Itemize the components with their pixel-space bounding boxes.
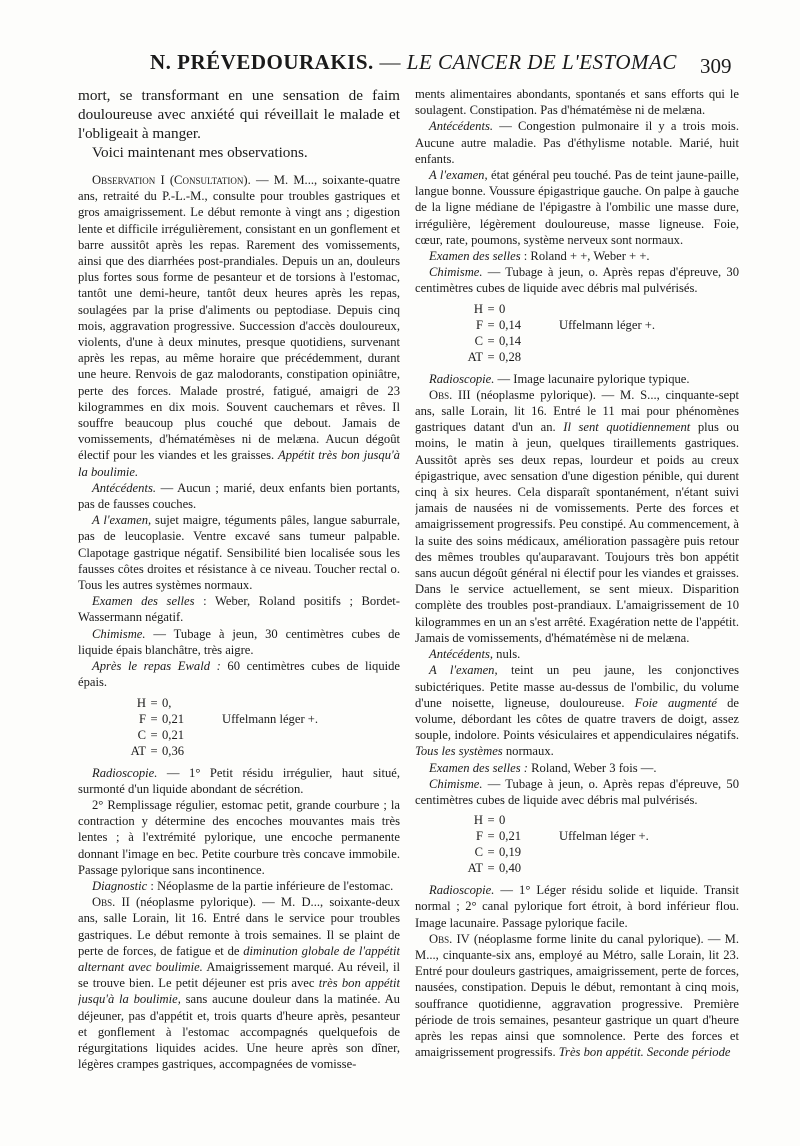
running-head	[150, 50, 677, 75]
obs3-selles: Examen des selles : Roland, Weber 3 fois —.	[429, 760, 657, 775]
observation-2: Obs. II (néoplasme pylorique). — M. D..., soixante-deux ans, salle Lorain, lit 16. Entré dans le service pour troubles gastriques. Le début remonte à trois semaines. Il se plaint de perte de forces, de fatigue et de diminution globale de l'appétit alternant avec boulimie. Amaigrissement marqué. Au réveil, il se trouve bien. Le petit déjeuner est pris avec très bon appétit jusqu'à la boulimie, sans aucune douleur dans la matinée. Au déjeuner, pas d'appétit et, trois quarts d'heure après, pesanteur et gonflement à l'estomac accompagnés quelquefois de régurgitations liquides acides. Une heure après son dîner, légères crampes gastriques, accompagnées de vomisse-	[78, 895, 400, 1072]
obs4-label: Obs. IV	[429, 931, 470, 946]
table-row: AT = 0,28	[467, 349, 522, 364]
obs1-label: Observation I (Consultation).	[92, 173, 251, 187]
obs1-antecedents	[78, 480, 400, 512]
running-header	[0, 46, 800, 82]
obs2-radioscopie: Radioscopie. — Image lacunaire pylorique typique.	[429, 371, 690, 386]
table-row: H = 0,	[136, 695, 172, 710]
obs2-selles: Examen des selles : Roland + +, Weber + +.	[429, 249, 650, 264]
antecedents-label: Antécédents.	[92, 480, 156, 495]
table-row: H = 0	[473, 301, 506, 316]
observation-3: Obs. III (néoplasme pylorique). — M. S..., cinquante-sept ans, salle Lorain, lit 16. Entré le 11 mai pour phénomènes gastriques datant d'un an. Il sent quotidiennement plus ou moins, le matin à jeun, quelques tiraillements gastriques. Aussitôt après ses deux repas, lourdeur et poids au creux épigastrique, avec sensation d'une digestion pénible, qui durent cinq à six heures. Cela disparaît spontanément, n'étant suivi jamais de nausées ni de vomissements. Perte des forces et amaigrissement progressifs. Peu constipé. Au commencement, à la suite des soins médicaux, amélioration passagère puis retour des mêmes troubles qu'auparavant. Toujours très bon appétit sans aucun dégoût général ni électif pour les viandes et graisses. Dans le service actuellement, se sent mieux. Disparition complète des troubles post-prandiaux. L'amaigrissement de 10 kilogrammes en un an s'est arrêté. Exagération nette de l'appétit. Jamais de vomissements, d'hématémèse ni de melæna.	[415, 387, 739, 645]
radioscopie-label: Radioscopie.	[92, 765, 158, 780]
observation-1	[78, 172, 400, 480]
radioscopie-text: — 1° Petit résidu irrégulier, haut situé, surmonté d'un liquide abondant de sécrétion.	[78, 765, 400, 796]
obs1-diagnostic	[78, 878, 400, 894]
obs2-acidity-table	[465, 301, 739, 365]
left-column	[78, 86, 400, 1072]
ewald-label: Après le repas Ewald :	[92, 659, 221, 674]
obs1-radioscopie-2: 2° Remplissage régulier, estomac petit, grande courbure ; la contraction y détermine des encoches mouvantes mais très lentes ; à l'extrémité pylorique, une encoche permanente donnant l'image en bec. Petite courbure très concave immobile. Passage pylorique sans incontinence.	[78, 797, 400, 877]
obs1-selles	[78, 593, 400, 625]
obs2-label: Obs. II	[92, 895, 130, 910]
obs3-examen: A l'examen, teint un peu jaune, les conjonctives subictériques. Petite masse au-dessus de l'ombilic, du volume d'une noisette, ligneuse, douloureuse. Foie augmenté de volume, débordant les côtes de quatre travers de doigt, assez souple, indolore. Points vésiculaires et appendiculaires négatifs. Tous les systèmes normaux.	[415, 663, 739, 759]
table-row: F = 0,21 Uffelman léger +.	[475, 829, 649, 844]
obs1-ewald	[78, 658, 400, 690]
obs2-chimisme: Chimisme. — Tubage à jeun, o. Après repas d'épreuve, 30 centimètres cubes de liquide avec débris mal pulvérisés.	[415, 265, 739, 296]
examen-label: A l'examen,	[92, 513, 152, 528]
obs2-examen: A l'examen, état général peu touché. Pas de teint jaune-paille, langue bonne. Voussure épigastrique gauche. On palpe à gauche de la ligne médiane de l'épigastre à l'ombilic une masse dure, irrégulière, légèrement douloureuse, masse ligneuse. Foie, cœur, rate, poumons, système nerveux sont normaux.	[415, 168, 739, 247]
intro-paragraph: mort, se transformant en une sensation de faim douloureuse avec anxiété qui réveillait le malade et l'obligeait à manger.	[78, 87, 400, 142]
table-row: C = 0,14	[474, 333, 522, 348]
table-row: AT = 0,40	[467, 861, 522, 876]
obs3-acidity-table	[465, 812, 739, 876]
header-separator: —	[373, 50, 407, 74]
obs1-appetit: Appétit très bon jusqu'à la boulimie.	[78, 448, 400, 479]
selles-text: : Weber, Roland positifs ; Bordet-Wassermann négatif.	[78, 594, 400, 625]
table-row: F = 0,14 Uffelmann léger +.	[475, 317, 656, 332]
intro-observations: Voici maintenant mes observations.	[92, 144, 308, 161]
header-author: N. PRÉVEDOURAKIS.	[150, 50, 374, 74]
obs2-antecedents: Antécédents. — Congestion pulmonaire il y a trois mois. Aucune autre maladie. Pas d'éthylisme notable. Marié, huit enfants.	[415, 119, 739, 166]
page-number: 309	[700, 54, 732, 78]
antecedents-text: — Aucun ; marié, deux enfants bien portants, pas de fausses couches.	[78, 480, 400, 512]
obs1-acidity-table	[128, 695, 400, 759]
table-row: AT = 0,36	[130, 743, 185, 758]
obs3-label: Obs. III	[429, 387, 471, 402]
header-title: LE CANCER DE L'ESTOMAC	[406, 50, 677, 74]
ewald-text: 60 centimètres cubes de liquide épais.	[78, 659, 400, 690]
table-row: H = 0	[473, 813, 506, 828]
obs3-radioscopie: Radioscopie. — 1° Léger résidu solide et liquide. Transit normal ; 2° canal pylorique fort étroit, à bord inférieur flou. Image lacunaire. Passage pylorique facile.	[415, 883, 739, 930]
obs3-chimisme: Chimisme. — Tubage à jeun, o. Après repas d'épreuve, 50 centimètres cubes de liquide avec débris mal pulvérisés.	[415, 776, 739, 807]
table-row: C = 0,21	[137, 727, 185, 742]
diagnostic-text: : Néoplasme de la partie inférieure de l'estomac.	[147, 878, 394, 893]
obs3-antecedents: Antécédents, nuls.	[429, 647, 521, 662]
obs2-continuation: ments alimentaires abondants, spontanés et sans efforts qui le soulagent. Constipation. Pas d'hématémèse ni de melæna.	[415, 87, 739, 118]
obs1-radioscopie	[78, 765, 400, 797]
diagnostic-label: Diagnostic	[92, 878, 148, 893]
table-row: F = 0,21 Uffelmann léger +.	[138, 711, 319, 726]
chimisme-label: Chimisme.	[92, 626, 146, 641]
obs1-chimisme	[78, 626, 400, 658]
observation-4: Obs. IV (néoplasme forme linite du canal pylorique). — M. M..., cinquante-six ans, employé au Métro, salle Lorain, lit 23. Entré pour douleurs gastriques, amaigrissement, perte de forces, nausées, constipation. Depuis le début, remontant à cinq mois, souffrance quotidienne, aggravation progressive. Première période de trois semaines, pesanteur gastrique un quart d'heure après les repas ainsi que somnolence. Perte des forces et amaigrissement progressifs. Très bon appétit. Seconde période	[415, 931, 739, 1060]
selles-label: Examen des selles	[92, 594, 195, 609]
right-column	[415, 86, 739, 1060]
obs1-examen	[78, 512, 400, 593]
table-row: C = 0,19	[474, 845, 522, 860]
examen-text: sujet maigre, téguments pâles, langue saburrale, pas de leucoplasie. Ventre excavé sans tumeur palpable. Clapotage gastrique négatif. Sensibilité bien localisée sous les fausses côtes droites et résistance à ce niveau. Toucher rectal o. Tous les autres systèmes normaux.	[78, 513, 400, 593]
chimisme-text: — Tubage à jeun, 30 centimètres cubes de liquide épais blanchâtre, très aigre.	[78, 626, 400, 657]
obs1-text: — M. M..., soixante-quatre ans, retraité du P.-L.-M., consulte pour troubles gastriques et gros amaigrissement. Le début remonte à vingt ans ; digestion lente et difficile irrégulièrement, consistant en un gonflement et barre aussitôt après les repas. Rarement des vomissements, ainsi que des diarrhées post-prandiales. Depuis un an, douleurs plus fortes sous forme de pesanteur et de torsions à l'estomac, tantôt une demi-heure, tantôt deux heures après les repas, soulagées par la prise d'aliments ou peptodiase. Depuis cinq mois, aggravation progressive. Succession d'accès douloureux, violents, d'une à deux minutes, presque quotidiens, survenant après les repas, au même horaire que précédemment, durant une heure. Renvois de gaz malodorants, constipation opiniâtre, perte des forces. Malade prostré, fatigué, amaigri de 23 kilogrammes en dix mois. Souvent cauchemars et rêves. Il souffre beaucoup plus couché que debout. Jamais de vomissements, d'hématémèses ni de melæna. Aucun dégoût électif pour les viandes et les graisses.	[78, 173, 400, 463]
